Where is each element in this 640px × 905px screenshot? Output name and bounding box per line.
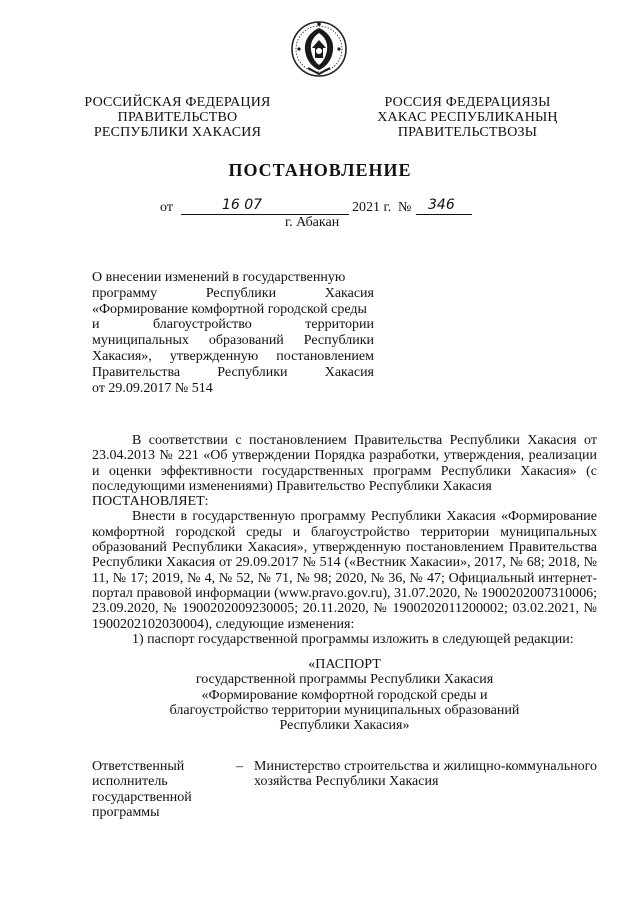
coat-of-arms-emblem: [290, 18, 348, 80]
city-label: г. Абакан: [285, 215, 340, 230]
subject-line: Правительства Республики Хакасия: [92, 364, 374, 380]
subject-line: Хакасия», утвержденную постановлением: [92, 348, 374, 364]
passport-row-dash: –: [236, 759, 243, 774]
header-left-line: РОССИЙСКАЯ ФЕДЕРАЦИЯ: [84, 95, 271, 110]
subject-line: программу Республики Хакасия: [92, 285, 374, 301]
passport-heading-line: «ПАСПОРТ: [308, 657, 381, 672]
passport-heading-line: Республики Хакасия»: [279, 718, 410, 734]
header-left-block: [70, 95, 285, 140]
subject-line: «Формирование комфортной городской среды: [92, 301, 367, 317]
resolves-label: ПОСТАНОВЛЯЕТ:: [92, 494, 209, 510]
date-handwritten: 16 07: [222, 197, 263, 213]
preamble-paragraph: [92, 433, 597, 647]
item-1-text: 1) паспорт государственной программы изложить в следующей редакции:: [132, 631, 574, 647]
subject-line: О внесении изменений в государственную: [92, 270, 346, 285]
preamble-text: В соответствии с постановлением Правительства Республики Хакасия от 23.04.2013 № 221 «Об утверждении Порядка разработки, утверждения, реализации и оценки эффективности государственных программ Республики Хакасия» (с последующими изменениями) Правительство Республики Хакасия: [92, 433, 597, 494]
header-left-line: РЕСПУБЛИКИ ХАКАСИЯ: [93, 125, 262, 140]
passport-heading-line: государственной программы Республики Хакасия: [195, 672, 494, 688]
passport-heading-line: «Формирование комфортной городской среды и: [201, 687, 488, 703]
number-handwritten: 346: [428, 197, 455, 213]
header-right-line: РОССИЯ ФЕДЕРАЦИЯЗЫ: [384, 95, 551, 110]
subject-line: и благоустройство территории: [92, 317, 374, 333]
coat-of-arms-icon: [290, 18, 348, 80]
number-label: №: [398, 200, 412, 215]
passport-row-label: Ответственный исполнитель государственной программы: [92, 759, 192, 821]
passport-heading-line: благоустройство территории муниципальных образований: [169, 702, 520, 718]
header-left-line: ПРАВИТЕЛЬСТВО: [117, 110, 238, 125]
document-title: ПОСТАНОВЛЕНИЕ: [228, 160, 412, 180]
header-right-line: ПРАВИТЕЛЬСТВОЗЫ: [397, 125, 538, 140]
date-year: 2021 г.: [352, 200, 392, 215]
date-from-label: от: [160, 200, 173, 215]
subject-line: от 29.09.2017 № 514: [92, 380, 213, 396]
header-right-line: ХАКАС РЕСПУБЛИКАНЫҢ: [377, 110, 558, 125]
header-right-block: [360, 95, 575, 140]
passport-row-value: Министерство строительства и жилищно-коммунального хозяйства Республики Хакасия: [254, 759, 597, 790]
passport-heading: [92, 657, 597, 733]
subject-line: муниципальных образований Республики: [92, 333, 374, 349]
main-text: Внести в государственную программу Республики Хакасия «Формирование комфортной городской среды и благоустройство территории муниципальных образований Республики Хакасия», утвержденную постановлением Правительства Республики Хакасия от 29.09.2017 № 514 («Вестник Хакасии», 2017, № 68; 2018, № 11, № 17; 2019, № 4, № 52, № 71, № 98; 2020, № 36, № 47; Официальный интернет-портал правовой информации (www.pravo.gov.ru), 31.07.2020, № 1900202007310006; 23.09.2020, № 1900202009230005; 20.11.2020, № 1900202011200002; 03.02.2021, № 1900202102030004), следующие изменения:: [92, 509, 597, 632]
date-underline: [181, 200, 349, 215]
subject-block: [92, 270, 374, 396]
